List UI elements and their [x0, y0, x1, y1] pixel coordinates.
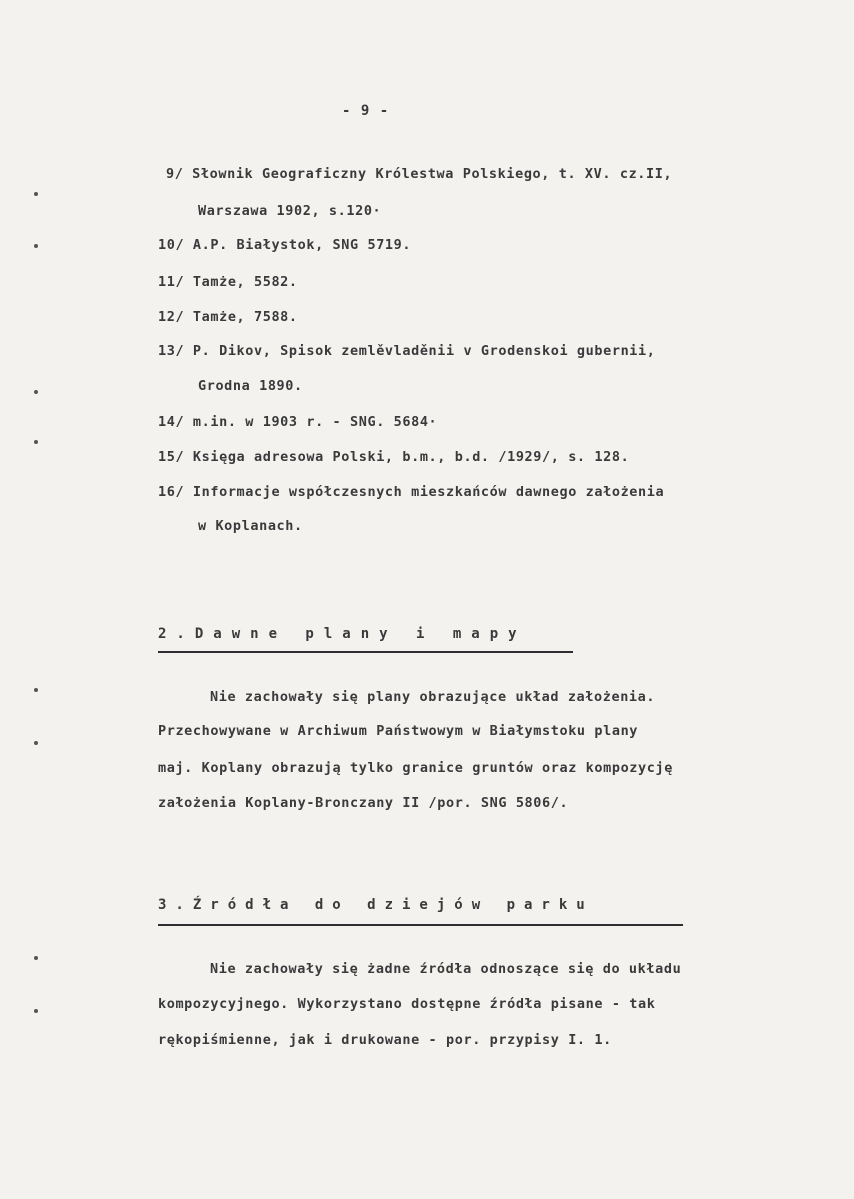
- paragraph-line: Przechowywane w Archiwum Państwowym w Białymstoku plany: [158, 723, 639, 739]
- margin-mark: [34, 956, 38, 960]
- margin-mark: [34, 192, 38, 196]
- footnote-line: 15/ Księga adresowa Polski, b.m., b.d. /1929/, s. 128.: [158, 449, 630, 465]
- footnote-line: 14/ m.in. w 1903 r. - SNG. 5684·: [158, 414, 438, 430]
- heading-underline: [158, 651, 573, 653]
- paragraph-line: rękopiśmienne, jak i drukowane - por. przypisy I. 1.: [158, 1032, 612, 1048]
- paragraph-line: kompozycyjnego. Wykorzystano dostępne źródła pisane - tak: [158, 996, 656, 1012]
- footnote-line: Grodna 1890.: [198, 378, 303, 394]
- margin-mark: [34, 440, 38, 444]
- margin-mark: [34, 688, 38, 692]
- footnote-line: Warszawa 1902, s.120·: [198, 203, 382, 219]
- paragraph-line: maj. Koplany obrazują tylko granice gruntów oraz kompozycję: [158, 760, 673, 776]
- heading-underline: [158, 924, 683, 926]
- footnote-line: 9/ Słownik Geograficzny Królestwa Polskiego, t. XV. cz.II,: [166, 166, 673, 182]
- margin-mark: [34, 741, 38, 745]
- footnote-line: 11/ Tamże, 5582.: [158, 274, 298, 290]
- footnote-line: 12/ Tamże, 7588.: [158, 309, 298, 325]
- margin-mark: [34, 1009, 38, 1013]
- margin-mark: [34, 244, 38, 248]
- footnote-line: 10/ A.P. Białystok, SNG 5719.: [158, 237, 412, 253]
- margin-mark: [34, 390, 38, 394]
- footnote-line: 13/ P. Dikov, Spisok zemlěvladěnii v Grodenskoi gubernii,: [158, 343, 656, 359]
- paragraph-line: Nie zachowały się żadne źródła odnoszące się do układu: [210, 961, 682, 977]
- footnote-line: 16/ Informacje współczesnych mieszkańców dawnego założenia: [158, 484, 665, 500]
- page-number: - 9 -: [342, 103, 390, 119]
- section-heading: 3.Źródła do dziejów parku: [158, 897, 594, 913]
- footnote-line: w Koplanach.: [198, 518, 303, 534]
- paragraph-line: Nie zachowały się plany obrazujące układ założenia.: [210, 689, 656, 705]
- section-heading: 2.Dawne plany i mapy: [158, 626, 527, 642]
- paragraph-line: założenia Koplany-Bronczany II /por. SNG 5806/.: [158, 795, 569, 811]
